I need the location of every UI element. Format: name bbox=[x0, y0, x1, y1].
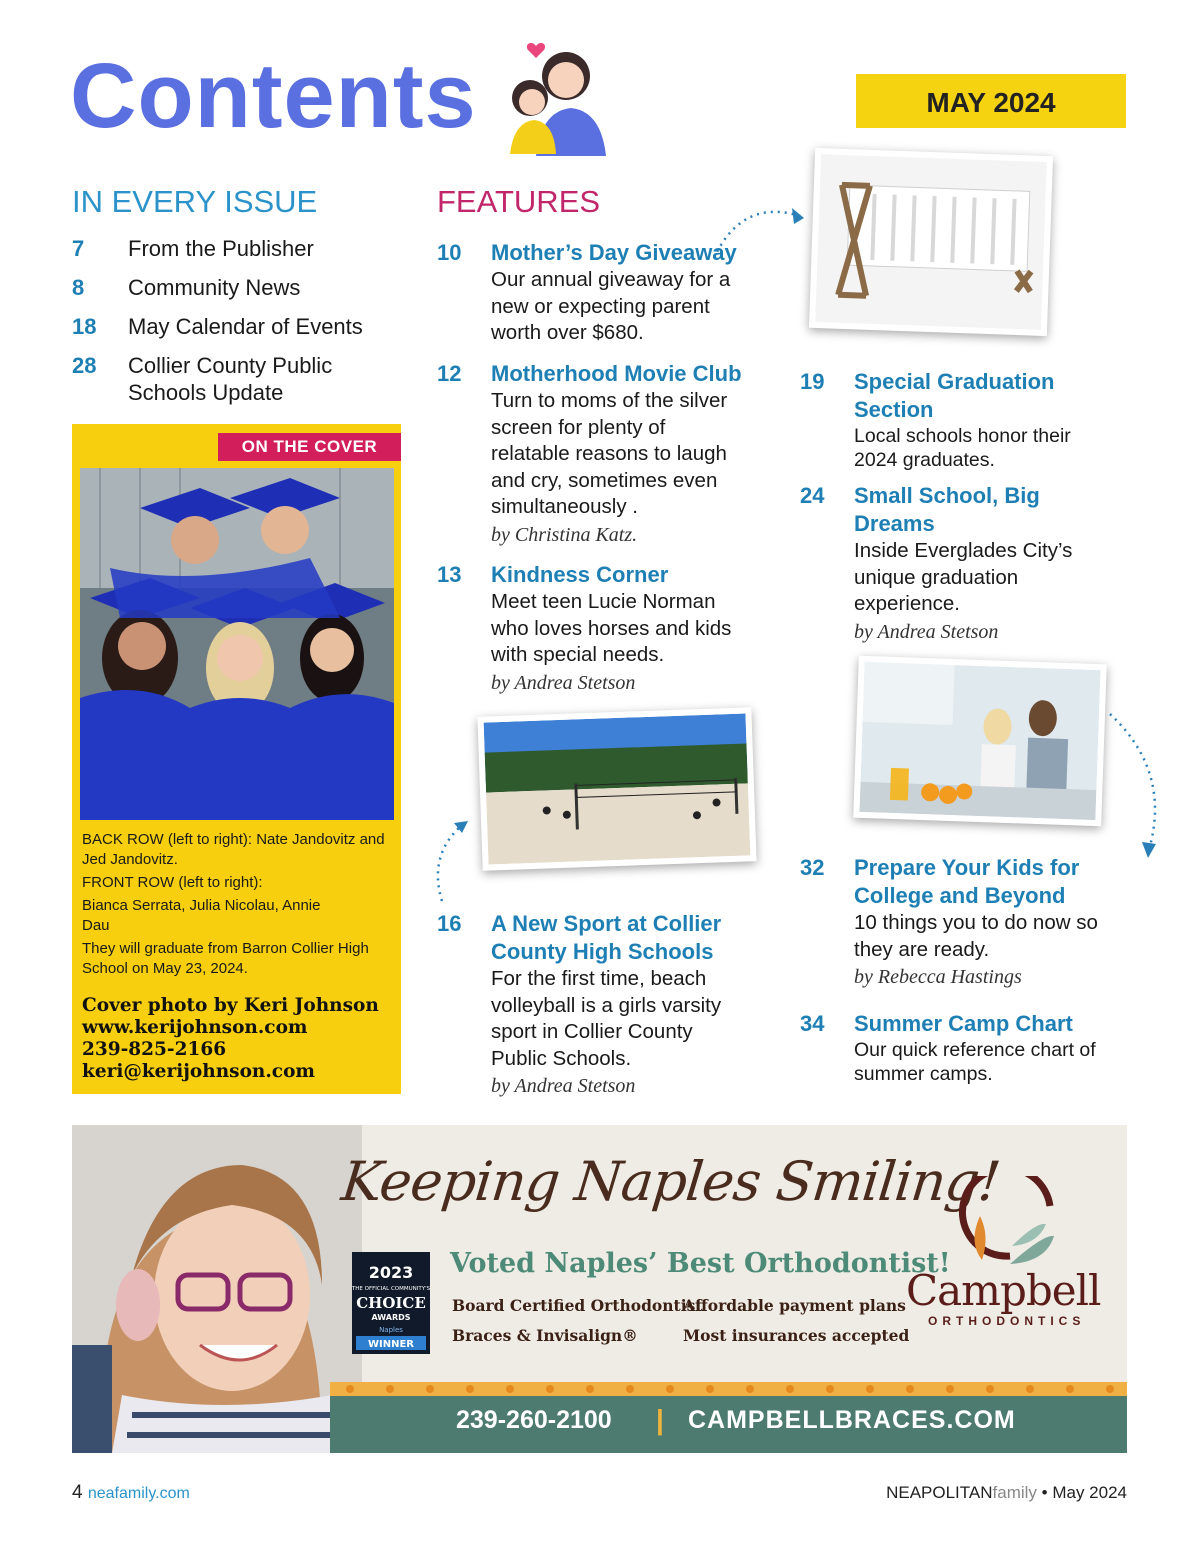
ad-phone-number[interactable]: 239-260-2100 bbox=[456, 1406, 612, 1434]
feature-title: Kindness Corner bbox=[491, 562, 669, 587]
issue-item-label: Collier County Public Schools Update bbox=[128, 353, 333, 405]
in-every-issue-heading: IN EVERY ISSUE bbox=[72, 184, 318, 219]
ad-decorative-band bbox=[330, 1382, 1127, 1396]
feature-byline: by Andrea Stetson bbox=[491, 1075, 636, 1097]
cover-caption-front-names: Bianca Serrata, Julia Nicolau, Annie Dau bbox=[82, 897, 321, 934]
page-title: Contents bbox=[70, 45, 477, 147]
feature-page: 34 bbox=[800, 1011, 825, 1036]
feature-byline: by Christina Katz. bbox=[491, 523, 638, 546]
feature-byline: by Andrea Stetson bbox=[491, 671, 636, 694]
ad-bullet: Board Certified Orthodontist bbox=[452, 1296, 703, 1315]
ad-website-link[interactable]: CAMPBELLBRACES.COM bbox=[688, 1406, 1016, 1434]
badge-line-2: CHOICE bbox=[356, 1294, 426, 1312]
feature-title: Small School, Big Dreams bbox=[854, 483, 1040, 536]
mother-daughter-kitchen-photo bbox=[853, 656, 1107, 827]
feature-page: 10 bbox=[437, 240, 462, 265]
feature-title: Prepare Your Kids for College and Beyond bbox=[854, 855, 1080, 908]
cover-caption-graduation: They will graduate from Barron Collier High School on May 23, 2024. bbox=[82, 940, 369, 977]
footer-site-link[interactable]: neafamily.com bbox=[87, 1485, 190, 1502]
issue-item-label: From the Publisher bbox=[128, 236, 314, 261]
footer-left bbox=[72, 1482, 190, 1504]
badge-line-5: WINNER bbox=[367, 1339, 415, 1350]
cover-caption-back-row: BACK ROW (left to right): Nate Jandovitz and Jed Jandovitz. bbox=[82, 831, 385, 868]
footer-page-number: 4 bbox=[72, 1482, 83, 1503]
ad-headline: Keeping Naples Smiling! bbox=[338, 1150, 1003, 1213]
dotted-arrow-icon bbox=[1100, 710, 1160, 860]
badge-line-4: Naples bbox=[379, 1326, 403, 1334]
issue-item-label: May Calendar of Events bbox=[128, 314, 363, 339]
ad-bullet: Most insurances accepted bbox=[683, 1326, 910, 1345]
issue-item-page: 7 bbox=[72, 236, 85, 261]
feature-title: Mother’s Day Giveaway bbox=[491, 240, 737, 265]
ad-bullet: Affordable payment plans bbox=[683, 1296, 906, 1315]
feature-byline: by Andrea Stetson bbox=[854, 620, 999, 643]
issue-date-banner: MAY 2024 bbox=[856, 74, 1126, 128]
ad-voted-tagline: Voted Naples’ Best Orthodontist! bbox=[450, 1248, 951, 1279]
footer-issue: • May 2024 bbox=[1041, 1483, 1127, 1502]
footer-mag-name: NEAPOLITAN bbox=[886, 1483, 993, 1502]
campbell-brand-name: Campbell bbox=[906, 1266, 1101, 1315]
campbell-brand-subtitle: ORTHODONTICS bbox=[928, 1314, 1086, 1328]
cover-photographer-email[interactable]: keri@kerijohnson.com bbox=[82, 1061, 315, 1082]
on-the-cover-tag: ON THE COVER bbox=[218, 433, 401, 461]
issue-item-label: Community News bbox=[128, 275, 301, 300]
footer-mag-family: family bbox=[992, 1483, 1037, 1502]
feature-description: Turn to moms of the silver screen for plenty of relatable reasons to laugh and cry, sometimes even simultaneously . bbox=[491, 389, 728, 518]
feature-description: Our quick reference chart of summer camps. bbox=[854, 1039, 1096, 1085]
ad-bullet: Braces & Invisalign® bbox=[452, 1326, 638, 1345]
beach-volleyball-image bbox=[484, 713, 751, 864]
feature-description: 10 things you to do now so they are ready. bbox=[854, 911, 1098, 961]
feature-page: 16 bbox=[437, 911, 462, 936]
ad-contact-separator: | bbox=[656, 1404, 664, 1435]
feature-description: Local schools honor their 2024 graduates. bbox=[854, 425, 1071, 471]
footer-right bbox=[886, 1483, 1127, 1503]
kitchen-image bbox=[859, 662, 1100, 820]
crib-photo bbox=[809, 148, 1053, 336]
feature-page: 32 bbox=[800, 855, 825, 880]
cover-photographer-phone: 239-825-2166 bbox=[82, 1039, 227, 1060]
dotted-arrow-icon bbox=[712, 198, 812, 268]
issue-item-page: 18 bbox=[72, 314, 97, 339]
cover-caption-front-label: FRONT ROW (left to right): bbox=[82, 874, 263, 891]
feature-page: 13 bbox=[437, 562, 462, 587]
issue-item-page: 8 bbox=[72, 275, 85, 300]
feature-description: Inside Everglades City’s unique graduation experience. bbox=[854, 539, 1073, 615]
community-choice-award-badge bbox=[352, 1252, 430, 1354]
feature-title: Summer Camp Chart bbox=[854, 1011, 1073, 1036]
badge-line-3: AWARDS bbox=[371, 1313, 411, 1322]
mother-daughter-illustration bbox=[496, 36, 620, 156]
feature-page: 12 bbox=[437, 361, 462, 386]
cover-photo-graduates bbox=[80, 468, 394, 820]
feature-description: For the first time, beach volleyball is a girls varsity sport in Collier County Public Schools. bbox=[491, 967, 722, 1070]
feature-title: A New Sport at Collier County High Schools bbox=[491, 911, 722, 964]
feature-byline: by Rebecca Hastings bbox=[854, 966, 1022, 988]
crib-image bbox=[815, 154, 1047, 330]
feature-description: Our annual giveaway for a new or expecting parent worth over $680. bbox=[491, 268, 731, 344]
feature-page: 19 bbox=[800, 369, 825, 394]
feature-title: Motherhood Movie Club bbox=[491, 361, 742, 386]
cover-photographer-website[interactable]: www.kerijohnson.com bbox=[82, 1017, 308, 1038]
feature-description: Meet teen Lucie Norman who loves horses and kids with special needs. bbox=[491, 590, 732, 666]
feature-page: 24 bbox=[800, 483, 825, 508]
dotted-arrow-icon bbox=[428, 815, 478, 905]
beach-volleyball-photo bbox=[477, 707, 756, 870]
features-heading: FEATURES bbox=[437, 184, 601, 219]
cover-photo-credit: Cover photo by Keri Johnson bbox=[82, 995, 379, 1016]
badge-year: 2023 bbox=[368, 1263, 414, 1282]
smiling-girl-headphones-image bbox=[72, 1125, 362, 1453]
issue-item-page: 28 bbox=[72, 353, 97, 378]
badge-line-1: THE OFFICIAL COMMUNITY'S bbox=[352, 1286, 430, 1292]
feature-title: Special Graduation Section bbox=[854, 369, 1055, 422]
